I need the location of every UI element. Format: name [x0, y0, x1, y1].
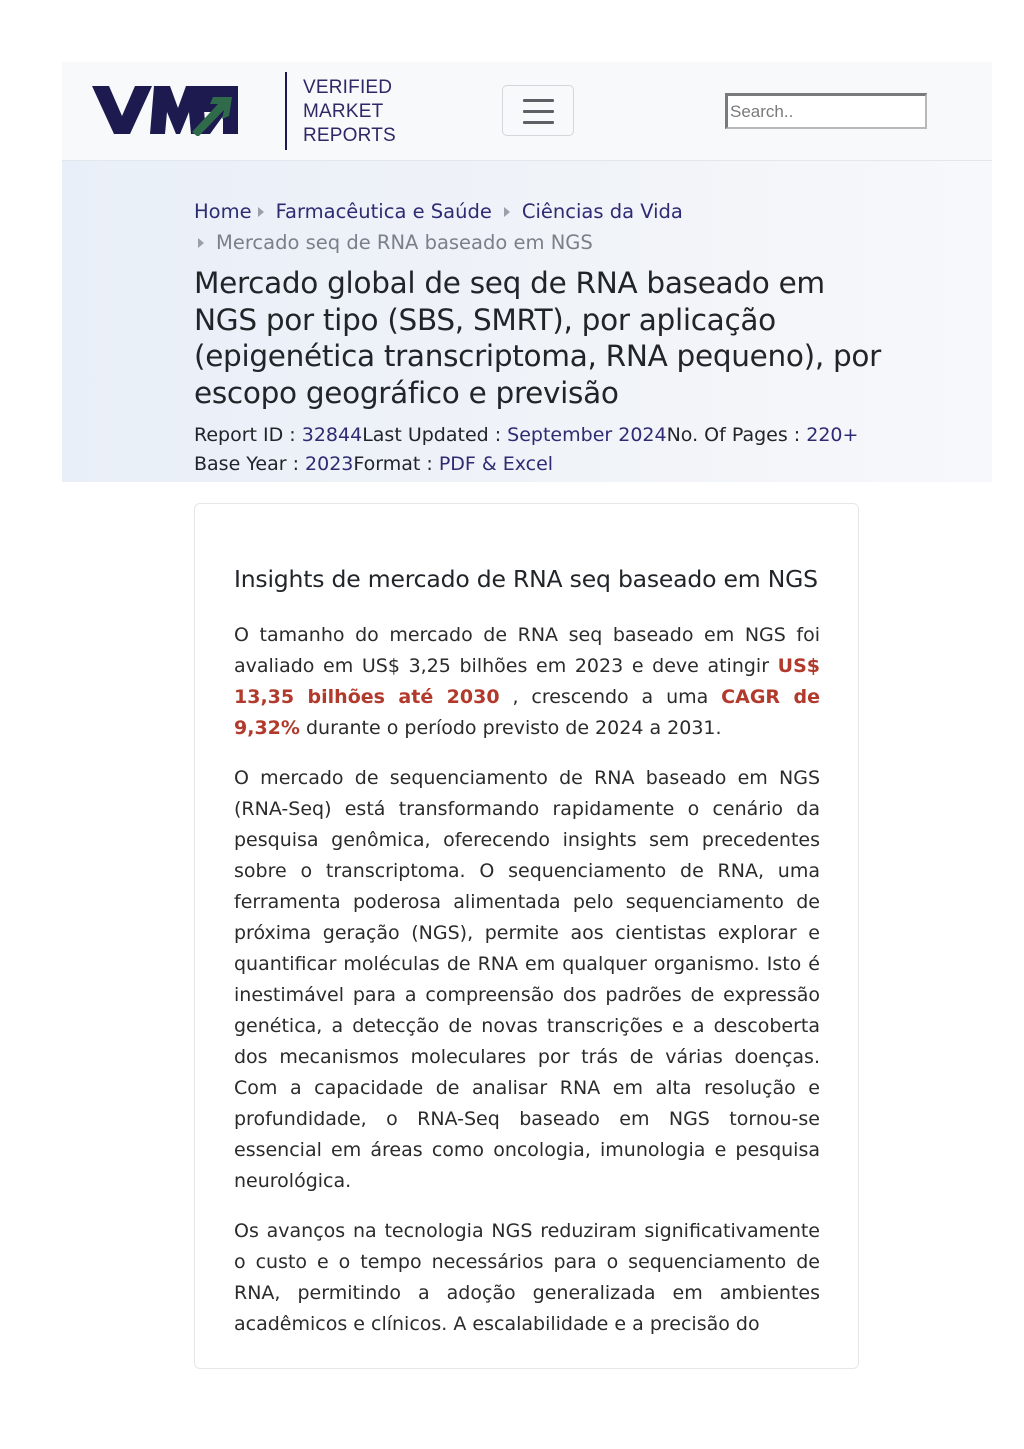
insights-body [234, 564, 820, 1359]
vmr-logo-icon [92, 86, 240, 136]
breadcrumb [194, 196, 874, 258]
hamburger-line-icon [523, 121, 554, 124]
base-year-label: Base Year : [194, 452, 306, 475]
report-hero [62, 161, 992, 482]
brand-line-verified: VERIFIED [303, 77, 393, 98]
breadcrumb-life-sciences-link[interactable]: Ciências da Vida [521, 200, 683, 223]
breadcrumb-pharma-link[interactable]: Farmacêutica e Saúde [275, 200, 492, 223]
report-id-value: 32844 [301, 424, 363, 446]
brand-divider [285, 72, 287, 150]
brand-line-market: MARKET [303, 101, 384, 122]
brand-logo-link[interactable] [92, 72, 396, 150]
format-value: PDF & Excel [438, 452, 554, 475]
pages-label: No. Of Pages : [666, 424, 807, 446]
insights-paragraph-overview: O mercado de sequenciamento de RNA baseado em NGS (RNA-Seq) está transformando rapidamente o cenário da pesquisa genômica, oferecendo insights sem precedentes sobre o transcriptoma. O sequenciamento de RNA, uma ferramenta poderosa alimentada pelo sequenciamento de próxima geração (NGS), permite aos cientistas explorar e quantificar moléculas de RNA em qualquer organismo. Isto é inestimável para a compreensão dos padrões de expressão genética, a detecção de novas transcrições e a descoberta dos mecanismos moleculares por trás de várias doenças. Com a capacidade de analisar RNA em alta resolução e profundidade, o RNA-Seq baseado em NGS tornou-se essencial em áreas como oncologia, imunologia e pesquisa neurológica. [234, 766, 820, 1192]
format-label: Format : [353, 452, 439, 475]
base-year-value: 2023 [305, 452, 354, 475]
chevron-right-icon [258, 207, 264, 217]
hamburger-menu-button[interactable] [502, 85, 574, 136]
insights-paragraph-advances: Os avanços na tecnologia NGS reduziram significativamente o custo e o tempo necessários para o sequenciamento de RNA, permitindo a adoção generalizada em ambientes acadêmicos e clínicos. A escalabilidade e a precisão do [234, 1219, 820, 1335]
page-title: Mercado global de seq de RNA baseado em NGS por tipo (SBS, SMRT), por aplicação (epigenética transcriptoma, RNA pequeno), por escopo geográfico e previsão [194, 266, 882, 410]
pages-value: 220+ [806, 424, 859, 446]
brand-line-reports: REPORTS [303, 125, 396, 146]
breadcrumb-home-link[interactable]: Home [194, 200, 252, 223]
report-meta [194, 421, 914, 478]
breadcrumb-current: Mercado seq de RNA baseado em NGS [216, 231, 593, 254]
brand-wordmark [303, 76, 396, 148]
top-navbar [62, 62, 992, 161]
hamburger-line-icon [523, 99, 554, 102]
last-updated-label: Last Updated : [362, 424, 508, 446]
search-input[interactable] [725, 93, 927, 129]
hamburger-line-icon [523, 110, 554, 113]
report-id-label: Report ID : [194, 424, 302, 446]
insights-card [194, 503, 859, 1369]
paragraph-text: , crescendo a uma [499, 685, 722, 708]
last-updated-value: September 2024 [507, 424, 667, 446]
chevron-right-icon [504, 207, 510, 217]
insights-heading: Insights de mercado de RNA seq baseado em NGS [234, 565, 818, 593]
market-value-highlight: US$ 13,35 bilhões até 2030 [234, 654, 820, 708]
chevron-right-icon [198, 238, 204, 248]
paragraph-text: O tamanho do mercado de RNA seq baseado em NGS foi avaliado em US$ 3,25 bilhões em 2023 e deve atingir [234, 623, 820, 677]
cagr-highlight: CAGR de 9,32% [234, 685, 820, 739]
paragraph-text: durante o período previsto de 2024 a 2031. [299, 716, 722, 739]
insights-paragraph-market-size [234, 620, 820, 744]
